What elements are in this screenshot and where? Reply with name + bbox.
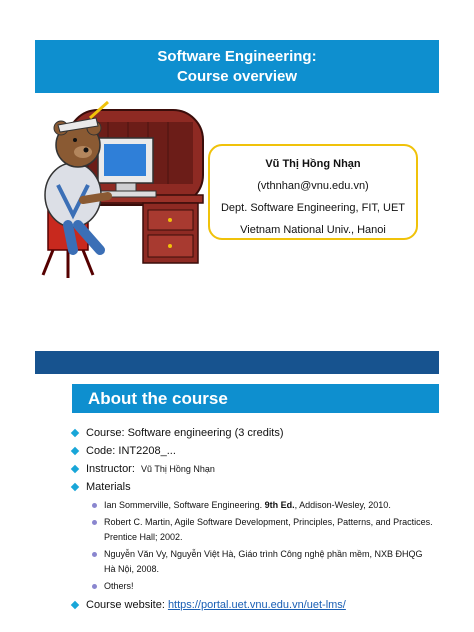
material-item xyxy=(70,579,470,594)
instructor-label: Instructor: xyxy=(86,463,135,475)
slide1-title xyxy=(35,40,439,93)
list-item-course xyxy=(70,424,470,442)
list-item-instructor xyxy=(70,460,470,478)
slide2-title: About the course xyxy=(72,384,439,413)
instructor-line xyxy=(86,460,215,478)
code-text: Code: INT2208_... xyxy=(86,445,176,457)
course-website-link[interactable]: https://portal.uet.vnu.edu.vn/uet-lms/ xyxy=(167,599,346,611)
material-text-part: Ian Sommerville, Software Engineering. xyxy=(104,500,265,510)
dot-bullet-icon xyxy=(92,520,97,525)
material-text-part: , Addison-Wesley, 2010. xyxy=(294,500,391,510)
author-university: Vietnam National Univ., Hanoi xyxy=(240,224,386,236)
website-label: Course website: xyxy=(86,599,165,611)
list-item-materials xyxy=(70,478,470,496)
diamond-bullet-icon xyxy=(71,465,79,473)
author-info-box xyxy=(208,144,418,240)
materials-label: Materials xyxy=(86,481,131,493)
instructor-name: Vũ Thị Hồng Nhạn xyxy=(141,464,215,474)
diamond-bullet-icon xyxy=(71,483,79,491)
material-item xyxy=(70,498,470,513)
dot-bullet-icon xyxy=(92,552,97,557)
list-item-website xyxy=(70,596,470,614)
bear-at-computer-icon xyxy=(28,100,208,280)
author-dept: Dept. Software Engineering, FIT, UET xyxy=(220,202,406,214)
diamond-bullet-icon xyxy=(71,429,79,437)
slide2-header-band xyxy=(35,351,439,374)
material-text: Others! xyxy=(104,581,134,591)
website-line xyxy=(86,596,346,614)
author-name: Vũ Thị Hồng Nhạn xyxy=(265,158,361,170)
dot-bullet-icon xyxy=(92,503,97,508)
material-text: Nguyễn Văn Vy, Nguyễn Việt Hà, Giáo trình Công nghệ phần mềm, NXB ĐHQG Hà Nội, 2008. xyxy=(104,549,423,574)
course-text: Course: Software engineering (3 credits) xyxy=(86,427,284,439)
title-line2: Course overview xyxy=(176,67,298,85)
author-email: (vthnhan@vnu.edu.vn) xyxy=(257,180,369,192)
list-item-code xyxy=(70,442,470,460)
course-bullet-list xyxy=(70,424,470,614)
material-edition: 9th Ed. xyxy=(264,500,295,510)
title-line1: Software Engineering: xyxy=(157,47,317,65)
diamond-bullet-icon xyxy=(71,447,79,455)
material-text xyxy=(104,498,434,513)
dot-bullet-icon xyxy=(92,584,97,589)
material-text: Robert C. Martin, Agile Software Development, Principles, Patterns, and Practices. Prentice Hall; 2002. xyxy=(104,517,433,542)
material-item xyxy=(70,547,470,577)
diamond-bullet-icon xyxy=(71,601,79,609)
material-item xyxy=(70,515,470,545)
